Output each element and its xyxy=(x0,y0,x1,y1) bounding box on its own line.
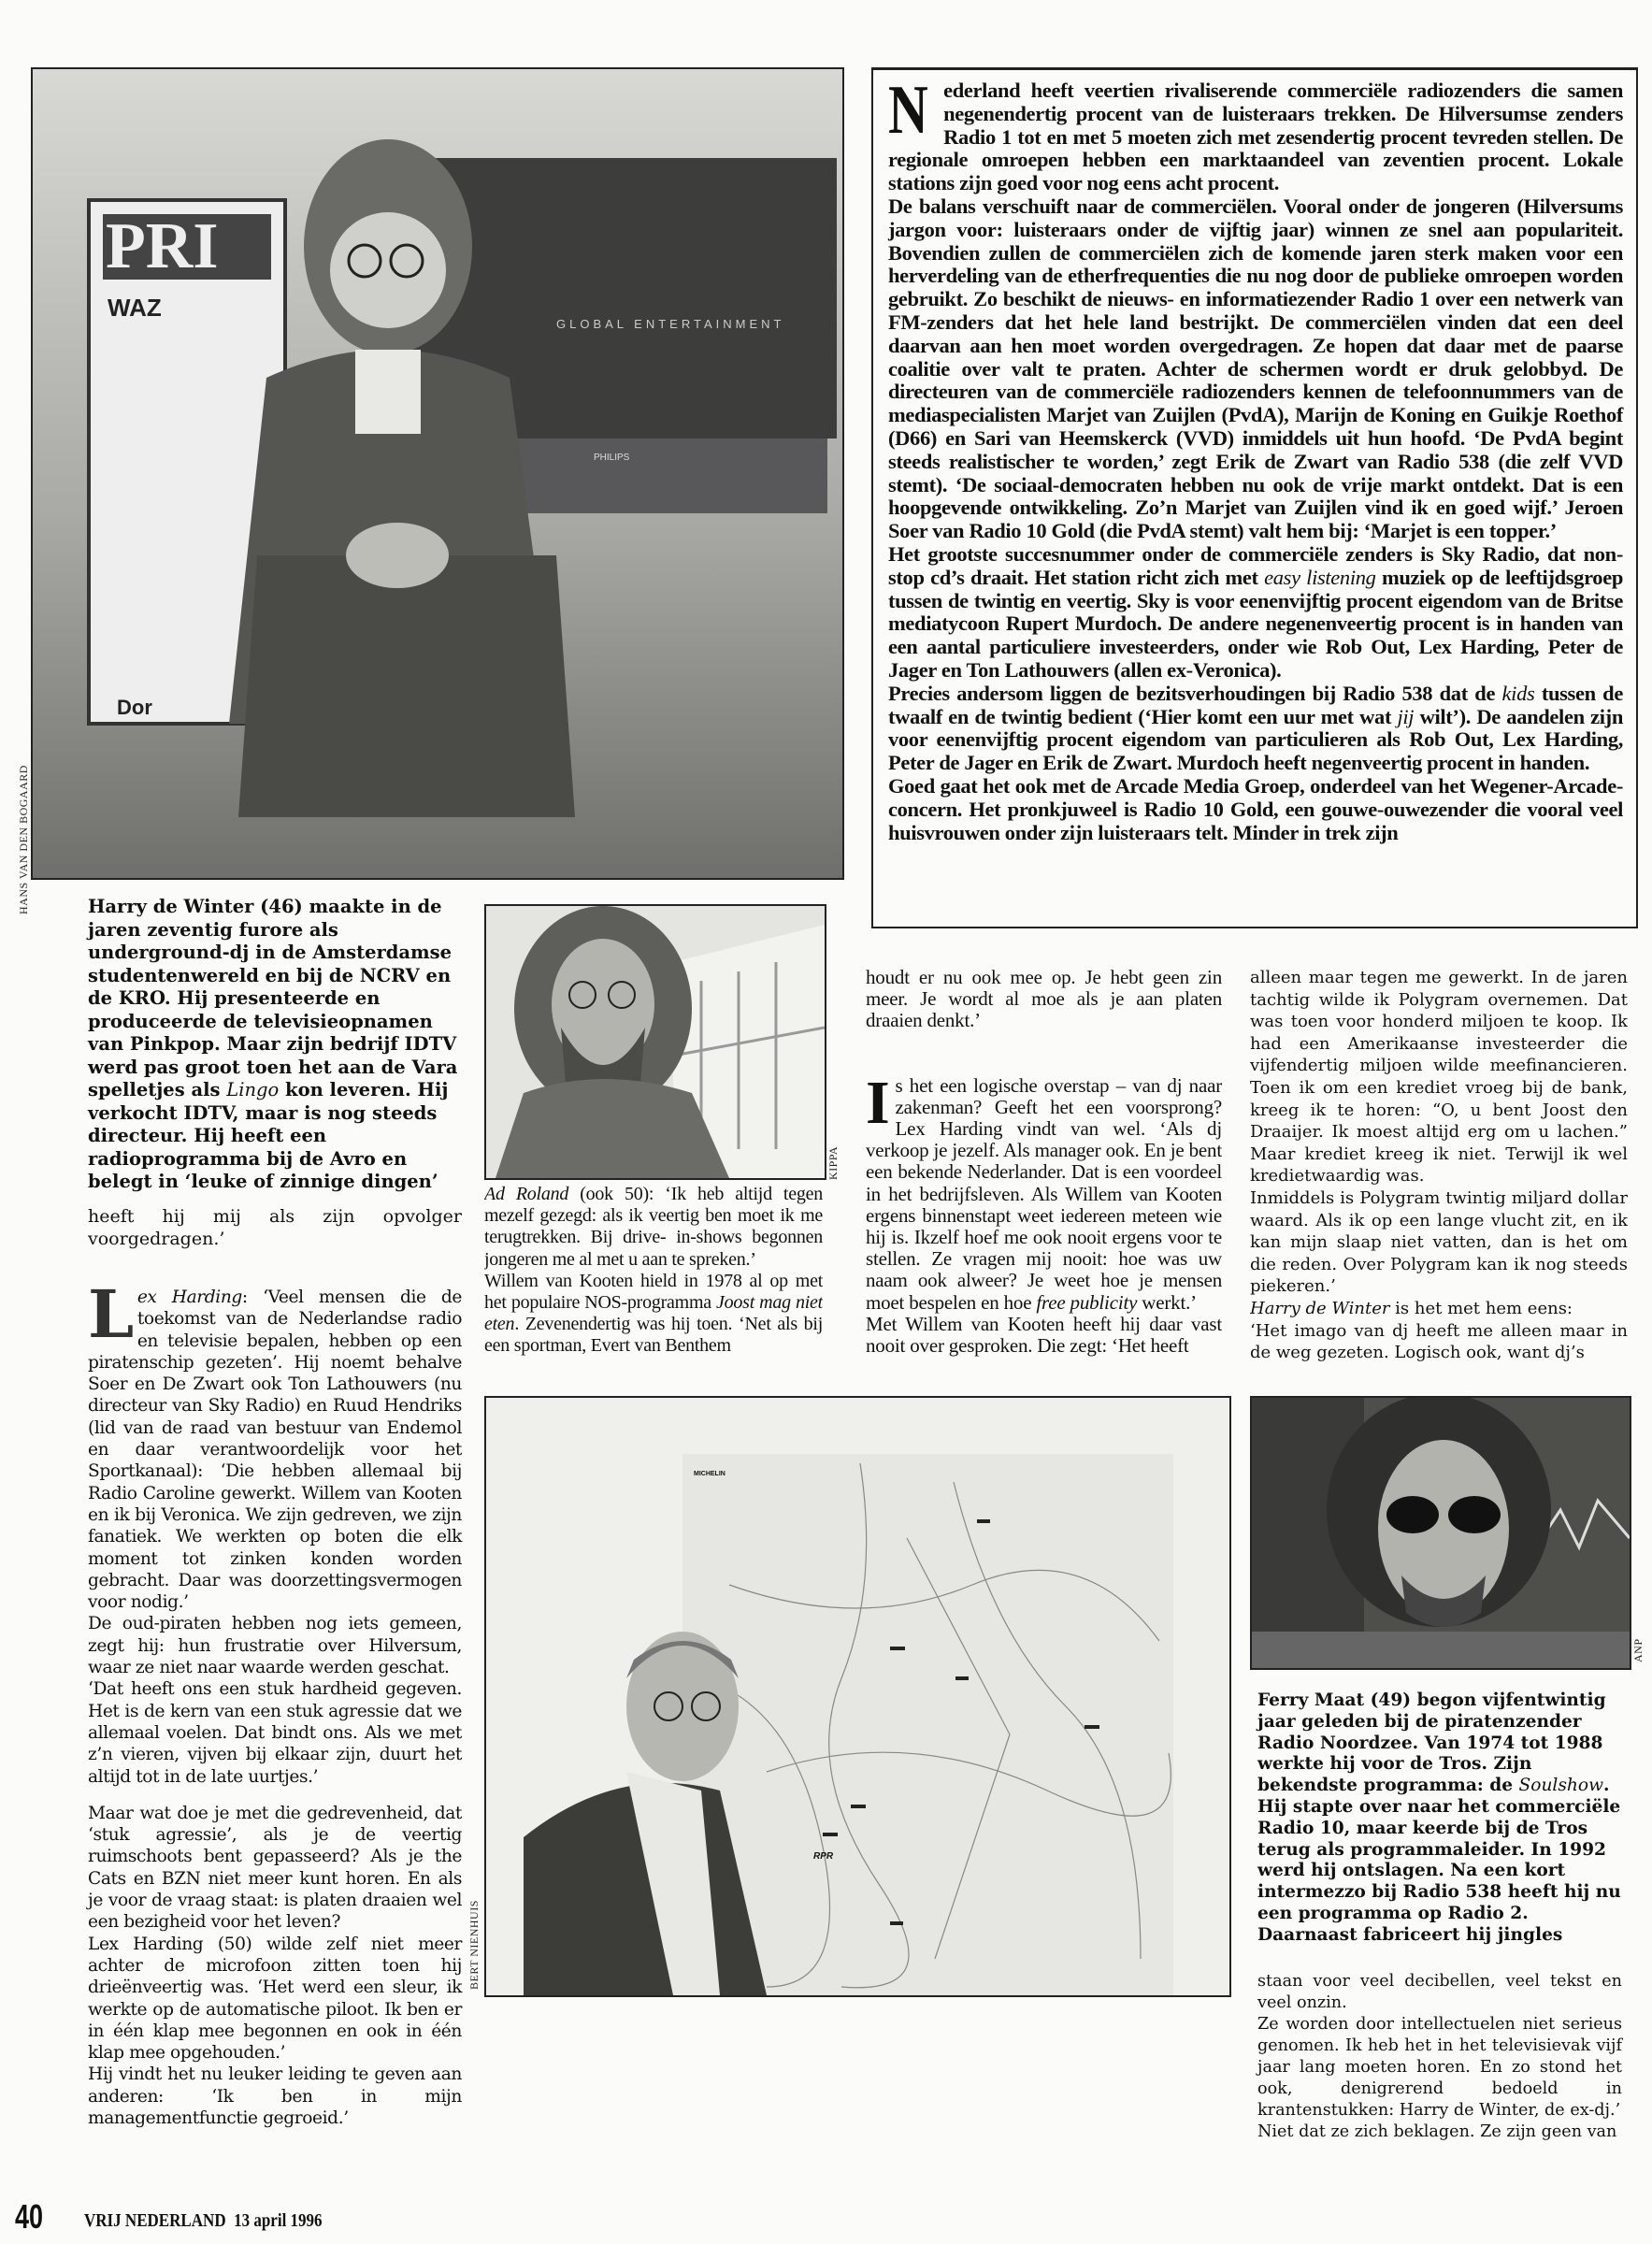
right-column xyxy=(1250,967,1628,1392)
photo-credit-ferry: ANP xyxy=(1631,1638,1645,1662)
magazine-name: VRIJ NEDERLAND xyxy=(84,2210,226,2231)
body-paragraph: Maar wat doe je met die gedrevenheid, dat ‘stuk agressie’, als je de veertig ruimschoots bent gepasseerd? Als je the Cats en BZN niet meer kunt horen. En als je voor de vraag staat: is platen draaien wel een bezigheid voor het leven? xyxy=(88,1803,462,1933)
italic-text: free publicity xyxy=(1036,1290,1138,1314)
body-paragraph: Met Willem van Kooten heeft hij daar vast nooit over gesproken. Die zegt: ‘Het heeft xyxy=(866,1312,1222,1358)
photo-caption-harry xyxy=(88,896,462,1194)
text: is het met hem eens: xyxy=(1389,1298,1573,1318)
photo-caption-ferry xyxy=(1257,1690,1631,1947)
text: werkt.’ xyxy=(1137,1290,1197,1314)
italic-text: Joost mag niet eten xyxy=(484,1292,823,1335)
box-paragraph: De balans verschuift naar de commerciëlen. Vooral onder de jongeren (Hilversums jargon voor: luisteraars onder de vijftig jaar) winnen ze snel aan populariteit. Bovendien zullen de commerciëlen zich de komende jaren sterk maken voor een herverdeling van de etherfrequenties die nu nog door de publieke omroepen worden gebruikt. Zo beschikt de nieuws- en informatiezender Radio 1 over een netwerk van FM-zenders dat het hele land bestrijkt. De commerciëlen vinden dat een deel daarvan aan hen moet worden overgedragen. Ze hopen dat daar met de paarse coalitie over valt te praten. Achter de schermen wordt er druk gelobbyd. De directeuren van de commerciële radiozenders kennen de telefoonnummers van de mediaspecialisten Marjet van Zuijlen (PvdA), Marijn de Koning en Guikje Roethof (D66) en Sari van Heemskerck (VVD) inmiddels uit hun hoofd. ‘De PvdA begint steeds realistischer te worden,’ zegt Erik de Zwart van Radio 538 (die zelf VVD stemt). ‘De sociaal-democraten hebben nu ook de vrije markt ontdekt. Dat is een hoopgevende ontwikkeling. Zo’n Marjet van Zuijlen vind ik en goed wijf.’ Jeroen Soer van Radio 10 Gold (die PvdA stemt) valt hem bij: ‘Marjet is een topper.’ xyxy=(888,194,1623,543)
body-paragraph: De oud-piraten hebben nog iets gemeen, zegt hij: hun frustratie over Hilversum, waar ze niet naar waarde werden geschat. xyxy=(88,1614,462,1678)
body-paragraph xyxy=(866,1068,1222,1314)
text: s het een logische overstap – van dj naar zakenman? Geeft het een voorsprong? Lex Harding vindt van wel. ‘Als dj verkoop je jezelf. Als manager ook. En je bent een bekende Nederlander. Dat is een voordeel in het bedrijfsleven. Als Willem van Kooten ergens binnenstapt weet iedereen meteen wie hij is. Ikzelf hoef me ook nooit ergens voor te stellen. Ze vragen mij nooit: hoe was uw naam ook alweer? Je weet hoe je mensen moet bespelen en hoe xyxy=(866,1073,1222,1314)
body-text: heeft hij mij als zijn opvolger voorgedragen.’ xyxy=(88,1206,462,1249)
body-paragraph: ‘Dat heeft ons een stuk hardheid gegeven. Het is de kern van een stuk agressie dat we allemaal voelen. Dat bindt ons. Als we met z’n vieren, vijven bij elkaar zijn, duurt het altijd tot in de late uurtjes.’ xyxy=(88,1679,462,1787)
text: . Hij stapte over naar het commerciële Radio 10, maar keerde bij de Tros terug als programmaleider. In 1992 werd hij ontslagen. Na een kort intermezzo bij Radio 538 heeft hij nu een programma op Radio 2. Daarnaast fabriceert hij jingles xyxy=(1257,1776,1621,1945)
italic-text: easy listening xyxy=(1264,565,1376,589)
italic-text: jij xyxy=(1397,704,1415,728)
body-paragraph: houdt er nu ook mee op. Je hebt geen zin meer. Je wordt al moe als je aan platen draaien denkt.’ xyxy=(866,967,1222,1032)
photo-credit-ad-roland: KIPPA xyxy=(826,1145,840,1180)
italic-text: ex Harding xyxy=(136,1287,242,1307)
photo-harry-de-winter xyxy=(31,67,844,880)
text: Harry de Winter (46) maakte in de jaren zeventig furore als underground-dj in de Amsterdamse studentenwereld en bij de NCRV en de KRO. Hij presenteerde en produceerde de televisieopnamen van Pinkpop. Maar zijn bedrijf IDTV werd pas groot toen het aan de Vara spelletjes als xyxy=(88,896,458,1100)
body-paragraph: staan voor veel decibellen, veel tekst en veel onzin. xyxy=(1257,1972,1622,2012)
ad-roland-column xyxy=(484,1184,823,1391)
page-number: 40 xyxy=(15,2197,44,2236)
italic-text: Ad Roland xyxy=(484,1184,569,1204)
drop-cap-n: N xyxy=(888,72,928,149)
text: Het grootste succesnummer onder de commerciële zenders is Sky Radio, dat non-stop cd’s draait. Het station richt zich met xyxy=(888,541,1623,589)
text: . Zevenendertig was hij toen. ‘Net als bij een sportman, Evert van Benthem xyxy=(484,1314,823,1357)
box-paragraph: Goed gaat het ook met de Arcade Media Groep, onderdeel van het Wegener-Arcade-concern. Het pronkjuweel is Radio 10 Gold, een gouwe-ouwezender die vooral veel huisvrouwen onder zijn luisteraars telt. Minder in trek zijn xyxy=(888,773,1623,844)
tv-screen-text: GLOBAL ENTERTAINMENT xyxy=(556,317,785,331)
photo-caption-ad-roland xyxy=(484,1184,823,1271)
text: wilt’). De aandelen zijn voor eenenvijftig procent eigendom van particulieren als Rob Out, Lex Harding, Peter de Jager en Erik de Zwart. Murdoch heeft negenveertig procent in handen. xyxy=(888,704,1623,775)
body-paragraph: Inmiddels is Polygram twintig miljard dollar waard. Als ik op een lange vlucht zit, en ik kan mijn slaap niet vatten, dan is het om die reden. Over Polygram kan ik nog steeds piekeren.’ xyxy=(1250,1187,1628,1297)
poster-text: PRI xyxy=(106,210,219,282)
box-paragraph xyxy=(888,543,1623,683)
folio xyxy=(84,2210,323,2232)
photo-map-man xyxy=(484,1396,1231,1997)
text: muziek op de leeftijdsgroep tussen de twintig en veertig. Sky is voor eenenvijftig procent eigendom van de Britse mediatycoon Rupert Murdoch. De andere negenenveertig procent is in handen van een aantal particuliere investeerders, onder wie Rob Out, Lex Harding, Peter de Jager en Ton Lathouwers (allen ex-Veronica). xyxy=(888,565,1623,682)
intro-box xyxy=(871,67,1638,928)
text: : ‘Veel mensen die de toekomst van de Nederlandse radio en televisie bepalen, hebben op een piratenschip gezeten’. Hij noemt behalve Soer en De Zwart ook Ton Lathouwers (nu directeur van Sky Radio) en Ruud Hendriks (lid van de raad van bestuur van Endemol en daar verantwoordelijk voor het Sportkanaal): ‘Die hebben allemaal bij Radio Caroline gewerkt. Willem van Kooten en ik bij Veronica. We zijn gedreven, we zijn fanatiek. We werkten op boten die elk moment tot zinken konden worden gebracht. Daar was doorzettingsvermogen voor nodig.’ xyxy=(88,1287,462,1613)
text: Precies andersom liggen de bezitsverhoudingen bij Radio 538 dat de xyxy=(888,681,1502,705)
poster-subtext: WAZ xyxy=(108,294,162,322)
photo-ferry-maat xyxy=(1250,1396,1631,1670)
italic-text: Harry de Winter xyxy=(1250,1298,1390,1318)
body-paragraph: Ze worden door intellectuelen niet serieus genomen. Ik heb het in het televisievak vijf jaar lang moeten horen. En zo stond het ook, denigrerend bedoeld in krantenstukken: Harry de Winter, de ex-dj.’ xyxy=(1257,2015,1622,2120)
issue-date: 13 april 1996 xyxy=(234,2210,323,2231)
box-paragraph: ederland heeft veertien rivaliserende commerciële radiozenders die samen negenendertig procent van de luisteraars trekken. De Hilversumse zenders Radio 1 tot en met 5 moeten zich met zesendertig procent tevreden stellen. De regionale omroepen hebben een marktaandeel van zeventien procent. Lokale stations zijn goed voor nog eens acht procent. xyxy=(888,79,1623,195)
text: Willem van Kooten hield in 1978 al op met het populaire NOS-programma xyxy=(484,1270,823,1314)
body-paragraph: Niet dat ze zich beklagen. Ze zijn geen van xyxy=(1257,2122,1617,2141)
photo-credit-top: HANS VAN DEN BOGAARD xyxy=(17,765,30,914)
box-paragraph xyxy=(888,683,1623,775)
map-brand-text: MICHELIN xyxy=(694,1471,725,1477)
map-label-text: RPR xyxy=(813,1851,834,1862)
body-paragraph: ‘Het imago van dj heeft me alleen maar in de weg gezeten. Logisch ook, want dj’s xyxy=(1250,1320,1628,1363)
body-paragraph: Hij vindt het nu leuker leiding te geven aan anderen: ‘Ik ben in mijn managementfunctie gegroeid.’ xyxy=(88,2064,462,2128)
body-column-end xyxy=(1257,1971,1622,2143)
middle-column xyxy=(866,967,1222,1392)
italic-text: kids xyxy=(1501,681,1535,705)
poster-side-text: Dor xyxy=(117,696,152,719)
text: tussen de twaalf en de twintig bedient (‘Hier komt een uur met wat xyxy=(888,681,1623,728)
lex-harding-column xyxy=(88,1277,462,2129)
body-paragraph xyxy=(1250,1298,1628,1320)
body-paragraph: Lex Harding (50) wilde zelf niet meer achter de microfoon zitten toen hij drieënveertig was. ‘Het werd een sleur, ik werkte op de automatische piloot. Ik ben er in één klap mee begonnen en ook in één klap mee opgehouden.’ xyxy=(88,1934,462,2064)
drop-cap-l: L xyxy=(88,1275,134,1353)
text: Ferry Maat (49) begon vijfentwintig jaar geleden bij de piratenzender Radio Noordzee. Van 1974 tot 1988 werkte hij voor de Tros. Zijn bekendste programma: de xyxy=(1257,1690,1606,1796)
body-paragraph xyxy=(484,1271,823,1358)
italic-text: Soulshow xyxy=(1518,1776,1603,1796)
body-paragraph xyxy=(88,1277,462,1613)
drop-cap-i: I xyxy=(866,1068,890,1137)
tv-brand-text: PHILIPS xyxy=(594,453,630,463)
text: kon leveren. Hij verkocht IDTV, maar is nog steeds directeur. Hij heeft een radioprogramma bij de Avro en belegt in ‘leuke of zinnige dingen’ xyxy=(88,1079,449,1192)
text: (ook 50): ‘Ik heb altijd tegen mezelf gezegd: als ik veertig ben moet ik me terugtrekken. Bij drive- in-shows begonnen jongeren me al met u aan te spreken.’ xyxy=(484,1184,823,1270)
body-paragraph: alleen maar tegen me gewerkt. In de jaren tachtig wilde ik Polygram overnemen. Dat was toen voor honderd miljoen te koop. Ik had een Amerikaanse investeerder die vijfendertig miljoen wilde meefinancieren. Toen ik om een krediet vroeg bij de bank, kreeg ik te horen: “O, u bent Joost den Draaijer. Ik moest altijd erg om u lachen.” Maar krediet kreeg ik niet. Terwijl ik wel kredietwaardig was. xyxy=(1250,968,1628,1187)
photo-credit-map: BERT NIENHUIS xyxy=(467,1900,481,1990)
photo-ad-roland xyxy=(484,904,826,1180)
italic-text: Lingo xyxy=(226,1079,280,1100)
